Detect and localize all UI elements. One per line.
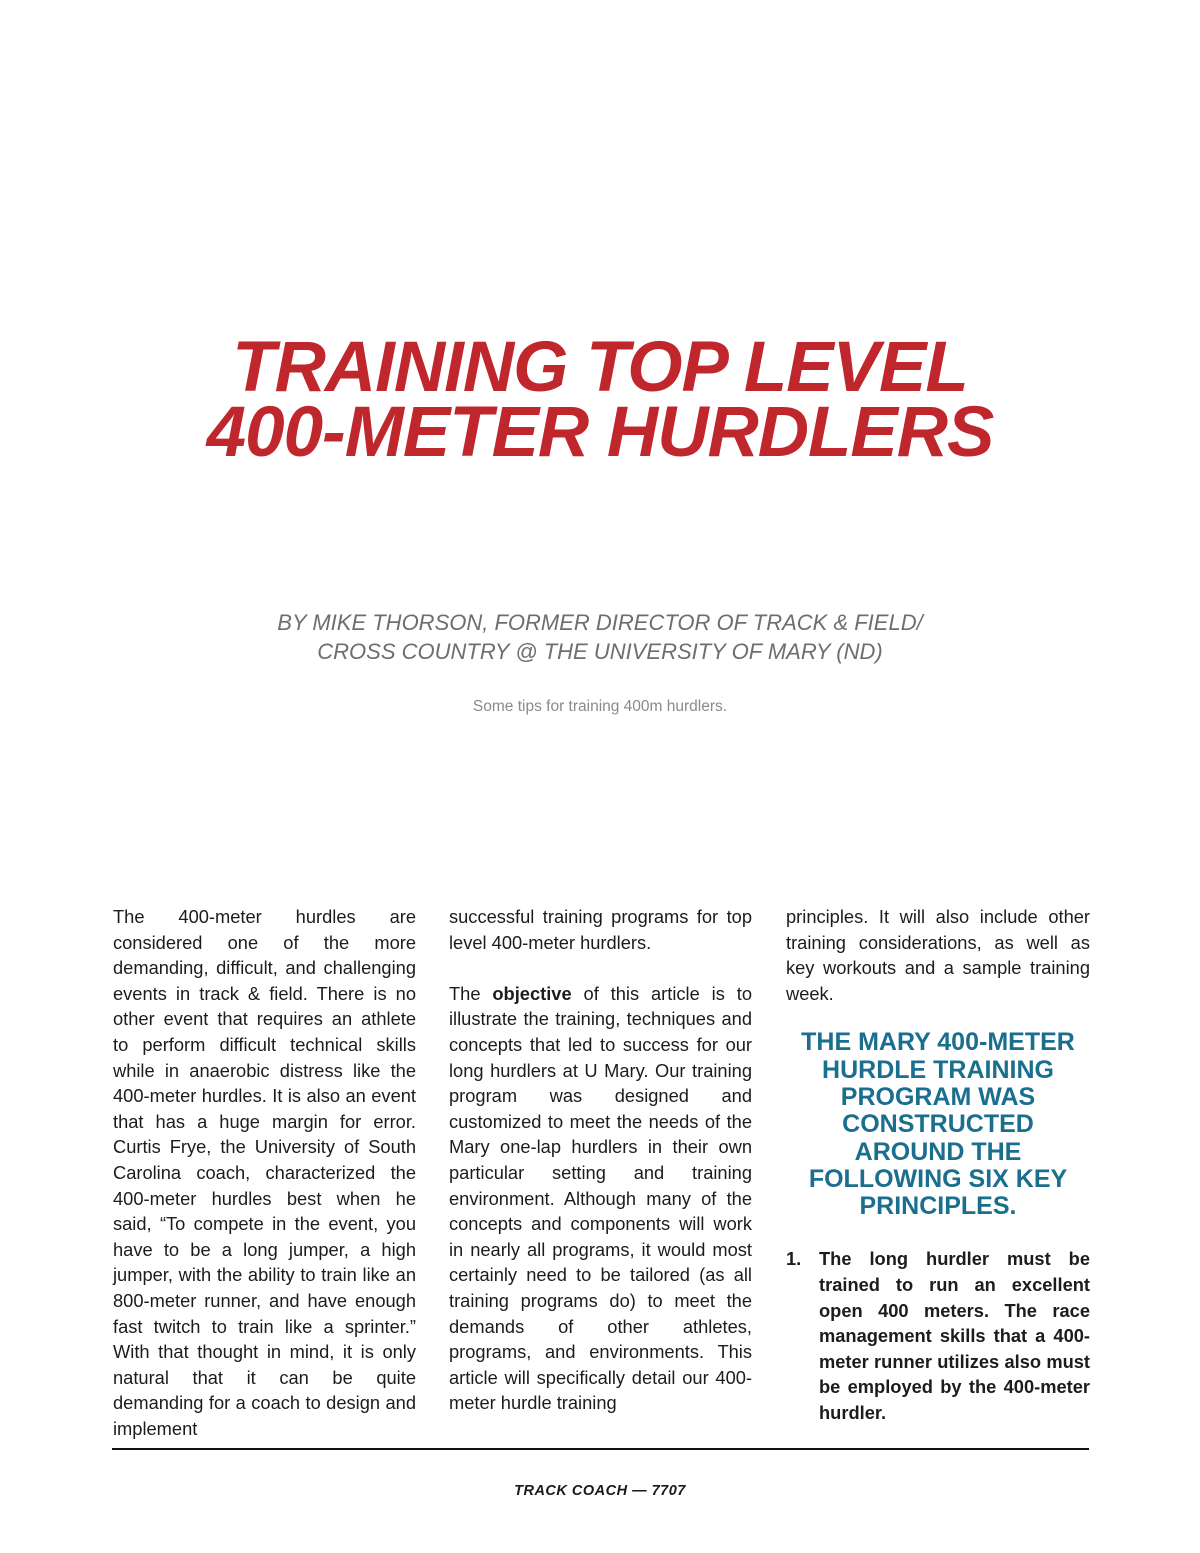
principle-item [786,1246,1090,1425]
principles-list [786,1246,1090,1425]
body-paragraph-continued: successful training programs for top level 400-meter hurdlers. [449,906,752,953]
author-byline [0,608,1200,666]
body-column-3 [786,904,1090,1426]
body-paragraph-principles-intro: principles. It will also include other training considerations, as well as key workouts and a sample training week. [786,906,1090,1004]
article-subtitle: Some tips for training 400m hurdlers. [472,698,728,715]
article-title-line-1: TRAINING TOP LEVEL [232,328,968,407]
objective-body-text: of this article is to illustrate the training, techniques and concepts that led to success for our long hurdlers at U Mary. Our training program was designed and customized to meet the needs of the Mary one-lap hurdlers in their own particular setting and training environment. Although many of the concepts and components will work in nearly all programs, it would most certainly need to be tailored (as all training programs do) to meet the demands of other athletes, programs, and environments. This article will specifically detail our 400-meter hurdle training [449,982,752,1414]
body-column-1 [113,904,416,1441]
section-headline: THE MARY 400-METER HURDLE TRAINING PROGRAM WAS CONSTRUCTED AROUND THE FOLLOWING SIX KEY PRINCIPLES. [801,1028,1075,1221]
footer-divider [112,1448,1089,1450]
author-byline-line-2: CROSS COUNTRY @ THE UNIVERSITY OF MARY (ND) [317,639,883,664]
objective-keyword: objective [492,982,572,1004]
objective-lead-text: The [449,982,493,1004]
body-paragraph-intro: The 400-meter hurdles are considered one of the more demanding, difficult, and challenging events in track & field. There is no other event that requires an athlete to perform difficult technical skills while in anaerobic distress like the 400-meter hurdles. It is also an event that has a huge margin for error. Curtis Frye, the University of South Carolina coach, characterized the 400-meter hurdles best when he said, “To compete in the event, you have to be a long jumper, a high jumper, with the ability to train like an 800-meter runner, and have enough fast twitch to train like a sprinter.” With that thought in mind, it is only natural that it can be quite demanding for a coach to design and implement [113,906,416,1439]
principle-text: The long hurdler must be trained to run an excellent open 400 meters. The race management skills that a 400-meter runner utilizes also must be employed by the 400-meter hurdler. [819,1248,1090,1424]
article-title [0,328,1200,472]
author-byline-line-1: BY MIKE THORSON, FORMER DIRECTOR OF TRACK & FIELD/ [277,610,923,635]
body-column-2 [449,904,752,1416]
principle-number: 1. [786,1248,802,1270]
body-paragraph-objective [449,981,752,1416]
article-title-line-2: 400-METER HURDLERS [206,393,994,472]
page-footer: TRACK COACH — 7707 [514,1483,686,1499]
